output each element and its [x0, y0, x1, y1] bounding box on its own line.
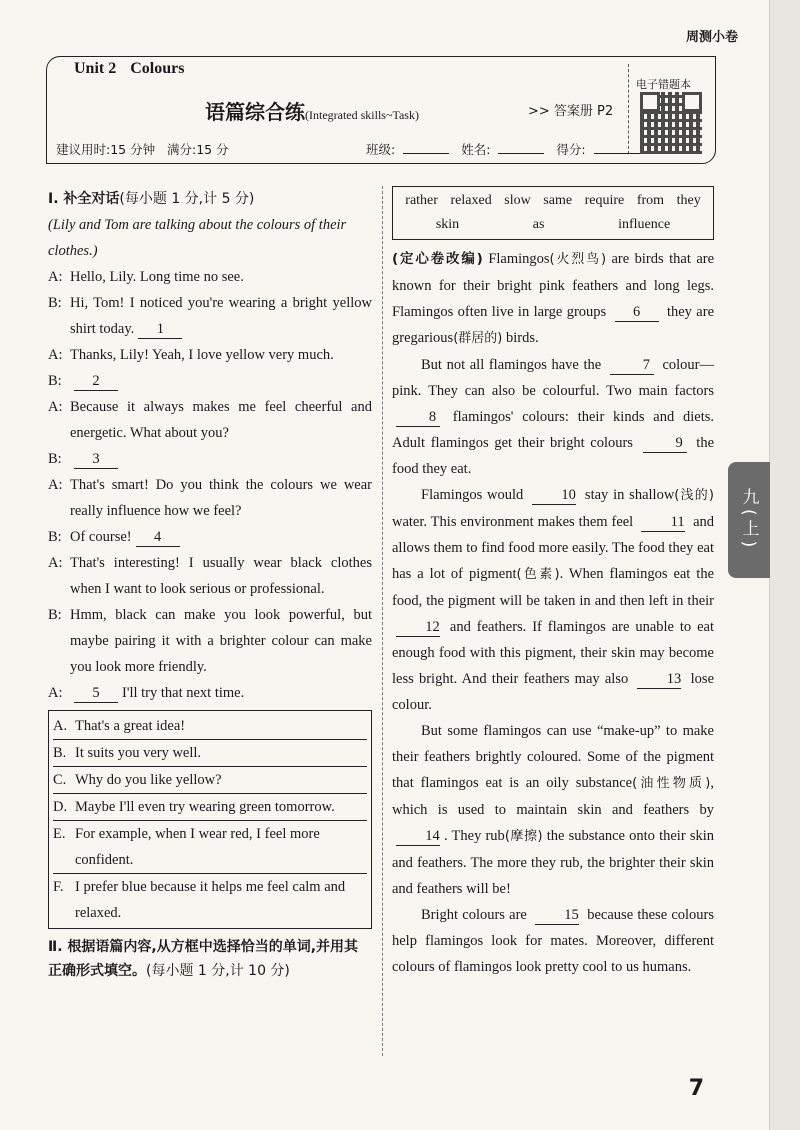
section-2-title — [48, 935, 372, 983]
option-text: Maybe I'll even try wearing green tomorrow. — [75, 799, 335, 815]
paragraph-2 — [392, 352, 714, 482]
section-1-title — [48, 186, 372, 212]
dialogue-sentence: That's smart! Do you think the colours we wear really influence how we feel? — [70, 477, 372, 519]
dialogue — [48, 264, 372, 706]
name-label: 姓名: — [461, 142, 491, 157]
section-2-heading: Ⅱ. 根据语篇内容,从方框中选择恰当的单词,并用其正确形式填空。 — [48, 939, 359, 979]
class-label: 班级: — [366, 142, 396, 157]
p2-c: flamingos' colours: their kinds and diets. Adult flamingos get their bright colours — [392, 409, 715, 451]
option-item — [53, 767, 367, 794]
dialogue-sentence: I'll try that next time. — [122, 685, 245, 701]
answer-reference: >> 答案册 P2 — [528, 104, 614, 119]
section-1-heading: Ⅰ. 补全对话 — [48, 191, 120, 207]
p4-a: But some flamingos can use “make-up” to make their feathers brightly coloured. Some of the pigment that flamingos eat is an oily substance — [392, 723, 714, 791]
dialogue-text — [70, 290, 372, 342]
dialogue-text — [70, 524, 372, 550]
blank-12[interactable]: 12 — [396, 618, 440, 637]
blank-8[interactable]: 8 — [396, 408, 440, 427]
p3-d: and allows them to find food more easily. The food they eat has a lot of pigment — [392, 514, 715, 582]
qr-code-icon[interactable] — [640, 92, 702, 154]
score-label: 得分: — [556, 142, 586, 157]
dialogue-line — [48, 394, 372, 446]
dialogue-line — [48, 472, 372, 524]
option-key: A. — [53, 718, 68, 734]
dialogue-line — [48, 368, 372, 394]
dialogue-sentence: Thanks, Lily! Yeah, I love yellow very much. — [70, 347, 334, 363]
p2-b: colour—pink. They can also be colourful. Two main factors — [392, 357, 715, 399]
name-field[interactable] — [498, 153, 544, 154]
p1-c: they are gregarious — [392, 304, 715, 346]
dialogue-blank[interactable]: 1 — [138, 320, 182, 339]
option-item — [53, 713, 367, 740]
word-option: slow — [504, 193, 531, 208]
dialogue-line — [48, 290, 372, 342]
page-edge — [769, 0, 800, 1130]
p3-c: water. This environment makes them feel — [392, 514, 634, 530]
paragraph-3 — [392, 482, 714, 718]
p1-cn2: (群居的) — [453, 331, 503, 346]
word-option: from — [636, 193, 665, 208]
dialogue-line — [48, 680, 372, 706]
corner-tag: 周测小卷 — [685, 30, 738, 45]
p3-b: stay in shallow — [584, 487, 675, 503]
dialogue-sentence: Of course! — [70, 529, 132, 545]
p1-a: Flamingos — [488, 251, 550, 267]
word-option: they — [676, 193, 701, 208]
option-key: B. — [53, 745, 67, 761]
source-tag: (定心卷改编) — [392, 251, 483, 267]
option-text: Why do you like yellow? — [75, 772, 222, 788]
class-field[interactable] — [403, 153, 449, 154]
p5-b: because these colours help flamingos look for mates. Moreover, different colours of flamingos look pretty cool to us humans. — [392, 907, 715, 975]
section-1 — [48, 186, 372, 983]
p4-d: the substance onto their skin and feathers. The more they rub, the brighter their skin and feathers will be! — [392, 828, 715, 897]
option-key: C. — [53, 772, 67, 788]
section-2-points: (每小题 1 分,计 10 分) — [146, 963, 290, 979]
unit-title — [68, 60, 190, 78]
option-item — [53, 874, 367, 926]
suggested-time: 建议用时:15 分钟 — [56, 142, 156, 157]
dialogue-line — [48, 602, 372, 680]
grade-side-tab[interactable] — [728, 462, 770, 578]
speaker-label: A: — [48, 685, 63, 701]
speaker-label: B: — [48, 529, 62, 545]
option-key: D. — [53, 799, 68, 815]
word-option: require — [584, 193, 625, 208]
dialogue-text — [70, 264, 372, 290]
dialogue-text — [70, 550, 372, 602]
blank-13[interactable]: 13 — [637, 670, 681, 689]
dialogue-text — [70, 680, 372, 706]
dialogue-text — [70, 368, 372, 394]
speaker-label: A: — [48, 269, 63, 285]
option-key: F. — [53, 879, 64, 895]
page-title — [205, 96, 419, 125]
word-option: rather — [405, 193, 438, 208]
column-divider — [382, 186, 383, 1056]
dialogue-text — [70, 602, 372, 680]
speaker-label: B: — [48, 607, 62, 623]
option-text: For example, when I wear red, I feel more confident. — [75, 826, 320, 868]
dialogue-line — [48, 550, 372, 602]
p2-a: But not all flamingos have the — [421, 357, 602, 373]
p3-cn2: (色素) — [516, 567, 560, 582]
speaker-label: A: — [48, 477, 63, 493]
word-option: as — [532, 217, 545, 232]
p4-c: . They rub — [444, 828, 505, 844]
dialogue-sentence: That's interesting! I usually wear black clothes when I want to look serious or professional. — [70, 555, 372, 597]
p3-e: . When flamingos eat the food, the pigment will be taken in and then left in their — [392, 566, 715, 609]
speaker-label: A: — [48, 399, 63, 415]
dialogue-blank[interactable]: 5 — [74, 684, 118, 703]
blank-9[interactable]: 9 — [643, 434, 687, 453]
option-item — [53, 740, 367, 767]
dialogue-sentence: Because it always makes me feel cheerful and energetic. What about you? — [70, 399, 372, 441]
p3-cn1: (浅的) — [674, 488, 714, 503]
dialogue-line — [48, 264, 372, 290]
option-text: I prefer blue because it helps me feel calm and relaxed. — [75, 879, 346, 921]
dialogue-sentence: Hmm, black can make you look powerful, but maybe pairing it with a brighter colour can make you look more friendly. — [70, 607, 372, 675]
blank-11[interactable]: 11 — [641, 513, 685, 532]
word-option: relaxed — [450, 193, 492, 208]
word-option: same — [543, 193, 573, 208]
blank-14[interactable]: 14 — [396, 827, 440, 846]
word-option: influence — [618, 217, 671, 232]
speaker-label: B: — [48, 451, 62, 467]
option-item — [53, 794, 367, 821]
speaker-label: B: — [48, 373, 62, 389]
dialogue-sentence: Hi, Tom! I noticed you're wearing a bright yellow shirt today. — [70, 295, 372, 337]
dialogue-intro: (Lily and Tom are talking about the colours of their clothes.) — [48, 217, 347, 259]
options-box — [48, 710, 372, 929]
student-fields — [366, 140, 640, 158]
title-cn: 语篇综合练 — [205, 100, 305, 124]
option-item — [53, 821, 367, 874]
time-score — [56, 140, 229, 158]
word-box — [392, 186, 714, 240]
speaker-label: A: — [48, 555, 63, 571]
qr-label: 电子错题本 — [636, 78, 691, 91]
dialogue-sentence: Hello, Lily. Long time no see. — [70, 269, 244, 285]
option-key: E. — [53, 826, 66, 842]
p5-a: Bright colours are — [421, 907, 527, 923]
score-field[interactable] — [594, 153, 640, 154]
blank-7[interactable]: 7 — [610, 356, 654, 375]
speaker-label: A: — [48, 347, 63, 363]
p4-cn1: (油性物质) — [632, 776, 711, 791]
section-2-passage — [392, 186, 714, 980]
full-score: 满分:15 分 — [167, 142, 229, 157]
paragraph-4 — [392, 718, 714, 902]
p3-f: and feathers. If flamingos are unable to eat enough food with this pigment, their skin may become less bright. And their feathers may also — [392, 619, 714, 687]
dialogue-text — [70, 472, 372, 524]
page-number: 7 — [688, 1076, 704, 1101]
p3-g: lose colour. — [392, 671, 715, 713]
unit-topic: Colours — [130, 60, 185, 77]
blank-6[interactable]: 6 — [615, 303, 659, 322]
p4-cn2: (摩擦) — [504, 829, 543, 844]
p4-b: , which is used to maintain skin and feathers by — [392, 775, 714, 818]
paragraph-1 — [392, 246, 714, 352]
blank-15[interactable]: 15 — [535, 906, 579, 925]
option-text: That's a great idea! — [75, 718, 186, 734]
dialogue-blank[interactable]: 2 — [74, 372, 118, 391]
p3-a: Flamingos would — [421, 487, 524, 503]
blank-10[interactable]: 10 — [532, 486, 576, 505]
p1-cn1: (火烈鸟) — [549, 252, 607, 267]
paragraph-5 — [392, 902, 714, 980]
side-tab-label: 九(上) — [738, 488, 759, 552]
p2-d: the food they eat. — [392, 435, 715, 477]
unit-number: Unit 2 — [74, 60, 117, 77]
dialogue-line — [48, 342, 372, 368]
option-text: It suits you very well. — [75, 745, 202, 761]
dialogue-line — [48, 524, 372, 550]
title-en: (Integrated skills~Task) — [305, 108, 419, 122]
word-option: skin — [435, 217, 460, 232]
dialogue-text — [70, 342, 372, 368]
dialogue-line — [48, 446, 372, 472]
section-1-points: (每小题 1 分,计 5 分) — [119, 191, 255, 207]
dialogue-blank[interactable]: 3 — [74, 450, 118, 469]
dialogue-blank[interactable]: 4 — [136, 528, 180, 547]
dialogue-text — [70, 394, 372, 446]
p1-d: birds. — [505, 330, 539, 346]
dialogue-text — [70, 446, 372, 472]
p1-b: are birds that are known for their bright pink feathers and long legs. Flamingos often live in large groups — [392, 251, 715, 320]
speaker-label: B: — [48, 295, 62, 311]
